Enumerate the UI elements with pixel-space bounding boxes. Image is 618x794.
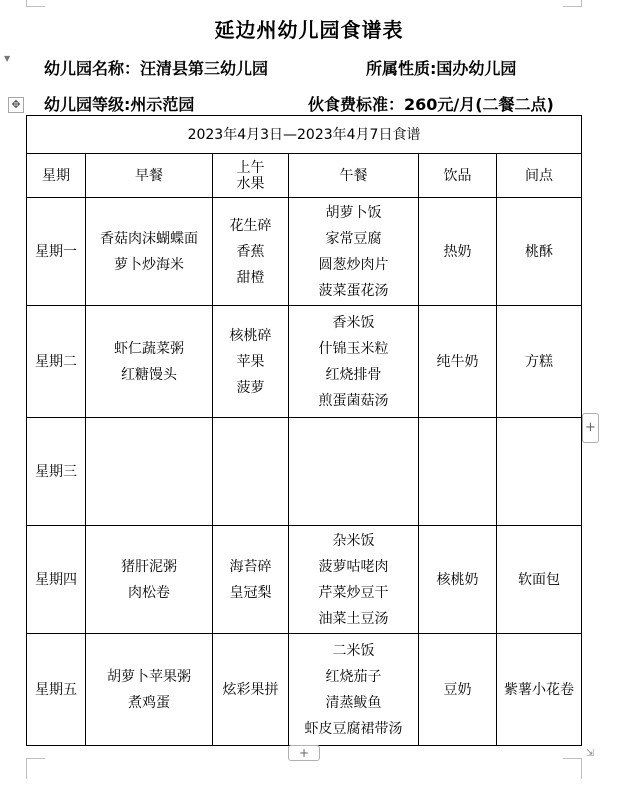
recipe-table-body [27, 198, 582, 746]
lunch-item: 杂米饭 [332, 532, 375, 549]
crop-mark-bottom-left [26, 758, 45, 779]
fruit-item: 菠萝 [236, 379, 265, 396]
breakfast-cell [86, 634, 213, 746]
fruit-item: 海苔碎 [229, 558, 272, 575]
lunch-item: 菠菜蛋花汤 [318, 282, 389, 299]
lunch-cell [289, 634, 419, 746]
lunch-item: 菠萝咕咾肉 [318, 558, 389, 575]
lunch-item: 香米饭 [332, 314, 375, 331]
lunch-item: 胡萝卜饭 [325, 204, 382, 221]
lunch-item: 红烧排骨 [325, 366, 382, 383]
fruit-item: 甜橙 [236, 269, 265, 286]
lunch-item: 什锦玉米粒 [318, 340, 389, 357]
lunch-item: 清蒸鲅鱼 [325, 694, 382, 711]
lunch-cell [289, 306, 419, 418]
breakfast-item: 胡萝卜苹果粥 [107, 668, 191, 685]
fruit-item: 炫彩果拼 [222, 681, 279, 698]
snack-cell: 方糕 [497, 306, 582, 418]
drink-cell: 豆奶 [419, 634, 497, 746]
header-breakfast: 早餐 [86, 154, 213, 198]
snack-cell [497, 418, 582, 526]
breakfast-cell [86, 526, 213, 634]
crop-mark-bottom-right [563, 758, 582, 779]
table-row [27, 306, 582, 418]
drink-cell [419, 418, 497, 526]
fruit-cell [213, 198, 289, 306]
drink-cell: 热奶 [419, 198, 497, 306]
document-title: 延边州幼儿园食谱表 [214, 18, 404, 42]
add-column-button[interactable]: + [582, 413, 599, 443]
breakfast-item: 香菇肉沫蝴蝶面 [100, 230, 198, 247]
breakfast-item: 煮鸡蛋 [128, 694, 170, 711]
fruit-item: 核桃碎 [229, 327, 272, 344]
breakfast-item: 肉松卷 [128, 584, 170, 601]
table-move-handle-icon[interactable]: ✥ [8, 97, 24, 113]
lunch-item: 二米饭 [332, 642, 375, 659]
lunch-item: 圆葱炒肉片 [318, 256, 389, 273]
header-fruit-line1: 上午 [236, 159, 265, 176]
drink-cell: 核桃奶 [419, 526, 497, 634]
table-row [27, 526, 582, 634]
header-drink: 饮品 [419, 154, 497, 198]
table-row [27, 198, 582, 306]
lunch-cell [289, 526, 419, 634]
weekday-cell: 星期四 [27, 526, 86, 634]
breakfast-item: 猪肝泥粥 [121, 558, 177, 575]
breakfast-item: 虾仁蔬菜粥 [114, 340, 184, 357]
crop-mark-top-left [26, 0, 45, 7]
lunch-item: 红烧茄子 [325, 668, 382, 685]
breakfast-item: 萝卜炒海米 [114, 256, 184, 273]
breakfast-cell [86, 306, 213, 418]
lunch-item: 煎蛋菌菇汤 [318, 392, 389, 409]
snack-cell: 桃酥 [497, 198, 582, 306]
date-range-header: 2023年4月3日—2023年4月7日食谱 [27, 116, 582, 154]
lunch-item: 油菜土豆汤 [318, 610, 389, 627]
weekday-cell: 星期五 [27, 634, 86, 746]
weekday-cell: 星期二 [27, 306, 86, 418]
kindergarten-level: 幼儿园等级:州示范园 [44, 95, 195, 114]
kindergarten-name: 幼儿园名称：汪清县第三幼儿园 [44, 59, 269, 78]
header-fruit-line2: 水果 [236, 175, 265, 192]
lunch-item: 虾皮豆腐裙带汤 [304, 720, 403, 737]
breakfast-cell [86, 198, 213, 306]
breakfast-item: 红糖馒头 [121, 366, 177, 383]
fruit-item: 苹果 [236, 353, 265, 370]
fruit-cell [213, 306, 289, 418]
recipe-table [26, 115, 582, 746]
weekday-cell: 星期三 [27, 418, 86, 526]
drink-cell: 纯牛奶 [419, 306, 497, 418]
table-row [27, 418, 582, 526]
header-weekday: 星期 [27, 154, 86, 198]
header-morning-fruit [213, 154, 289, 198]
lunch-cell [289, 198, 419, 306]
fruit-cell [213, 526, 289, 634]
lunch-item: 家常豆腐 [325, 230, 382, 247]
meal-fee-standard: 伙食费标准：260元/月(二餐二点) [308, 95, 554, 114]
table-row [27, 634, 582, 746]
weekday-cell: 星期一 [27, 198, 86, 306]
fruit-cell [213, 418, 289, 526]
table-resize-handle-icon[interactable]: ⇲ [585, 748, 595, 759]
snack-cell: 紫薯小花卷 [497, 634, 582, 746]
breakfast-cell [86, 418, 213, 526]
fruit-item: 皇冠梨 [229, 584, 272, 601]
lunch-item: 芹菜炒豆干 [318, 584, 389, 601]
kindergarten-type: 所属性质:国办幼儿园 [366, 59, 517, 78]
header-snack: 间点 [497, 154, 582, 198]
snack-cell: 软面包 [497, 526, 582, 634]
fruit-item: 花生碎 [229, 217, 272, 234]
fruit-cell [213, 634, 289, 746]
add-row-button[interactable]: + [288, 745, 320, 761]
fruit-item: 香蕉 [236, 243, 265, 260]
paragraph-marker-icon: ▼ [4, 54, 11, 63]
lunch-cell [289, 418, 419, 526]
header-lunch: 午餐 [289, 154, 419, 198]
crop-mark-top-right [563, 0, 582, 7]
